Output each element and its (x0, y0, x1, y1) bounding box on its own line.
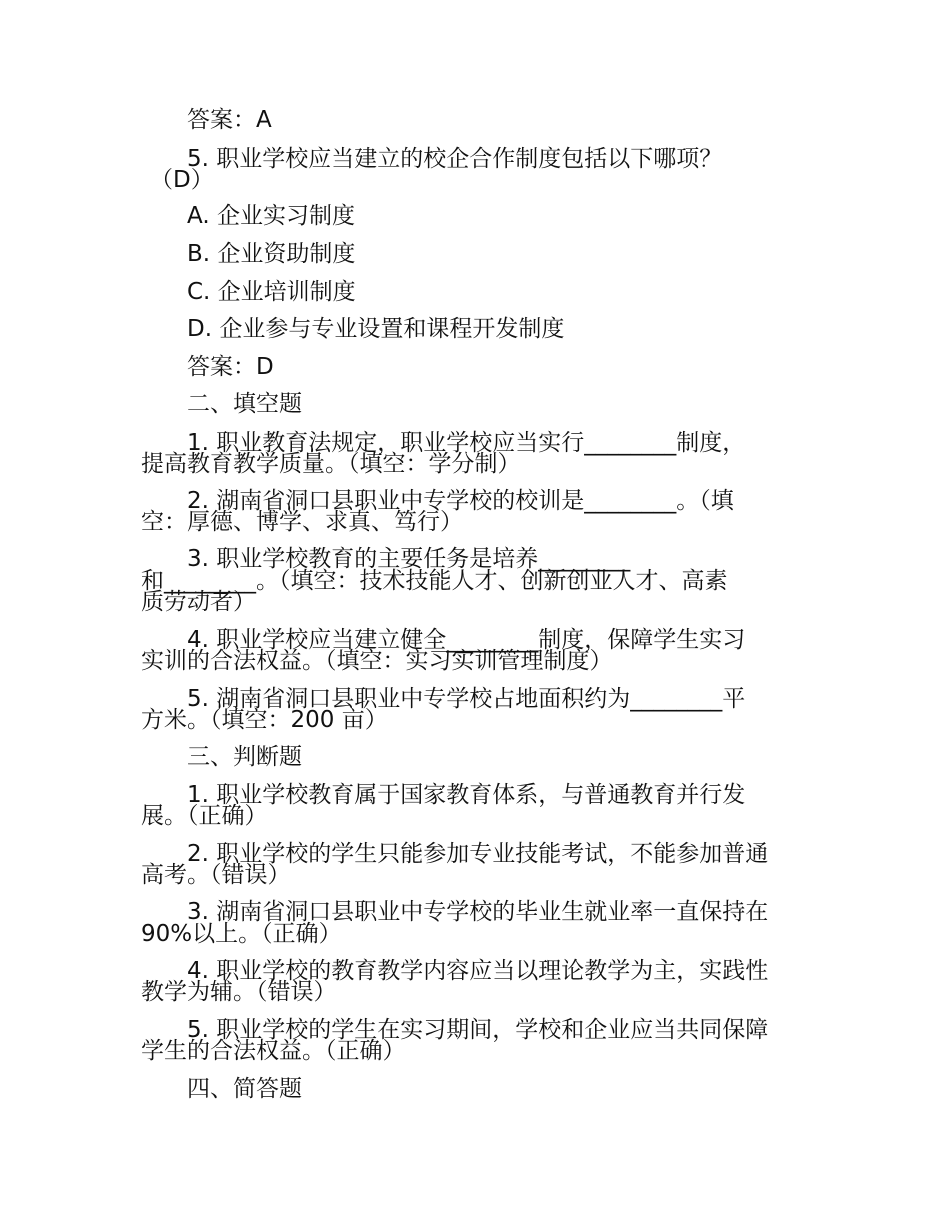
fill-3-line-1: 3. 职业学校教育的主要任务是培养________ (187, 546, 631, 572)
judge-5-line-1: 5. 职业学校的学生在实习期间，学校和企业应当共同保障 (187, 1017, 769, 1043)
judge-2-line-2: 高考。（错误） (141, 862, 291, 888)
option-c: C. 企业培训制度 (187, 279, 356, 305)
option-a: A. 企业实习制度 (187, 203, 355, 229)
section-heading-short-answer: 四、简答题 (187, 1076, 302, 1102)
judge-1-line-1: 1. 职业学校教育属于国家教育体系，与普通教育并行发 (187, 782, 746, 808)
fill-1-line-1: 1. 职业教育法规定，职业学校应当实行________制度， (187, 430, 746, 456)
fill-2-line-2: 空：厚德、博学、求真、笃行） (141, 509, 463, 535)
judge-4-line-2: 教学为辅。（错误） (141, 979, 337, 1005)
judge-4-line-1: 4. 职业学校的教育教学内容应当以理论教学为主，实践性 (187, 958, 769, 984)
fill-1-line-2: 提高教育教学质量。（填空：学分制） (141, 451, 521, 477)
section-heading-true-false: 三、判断题 (187, 744, 302, 770)
judge-2-line-1: 2. 职业学校的学生只能参加专业技能考试，不能参加普通 (187, 841, 769, 867)
question-5-answer-marker: （D） (150, 167, 214, 193)
judge-3-line-2: 90%以上。（正确） (141, 921, 342, 947)
answer-line-q5: 答案：D (187, 354, 274, 380)
judge-1-line-2: 展。（正确） (141, 803, 268, 829)
fill-4-line-2: 实训的合法权益。（填空：实习实训管理制度） (141, 648, 613, 674)
judge-3-line-1: 3. 湖南省洞口县职业中专学校的毕业生就业率一直保持在 (187, 899, 769, 925)
fill-2-line-1: 2. 湖南省洞口县职业中专学校的校训是________。（填 (187, 488, 734, 514)
option-d: D. 企业参与专业设置和课程开发制度 (187, 316, 565, 342)
answer-line-q4: 答案：A (187, 107, 272, 133)
fill-4-line-1: 4. 职业学校应当建立健全________制度，保障学生实习 (187, 627, 746, 653)
fill-3-line-3: 质劳动者） (141, 589, 256, 615)
question-5-text: 5. 职业学校应当建立的校企合作制度包括以下哪项？ (187, 146, 723, 172)
judge-5-line-2: 学生的合法权益。（正确） (141, 1038, 406, 1064)
fill-5-line-2: 方米。（填空：200 亩） (141, 707, 388, 733)
fill-5-line-1: 5. 湖南省洞口县职业中专学校占地面积约为________平 (187, 686, 746, 712)
option-b: B. 企业资助制度 (187, 241, 356, 267)
fill-3-line-2: 和________。（填空：技术技能人才、创新创业人才、高素 (141, 568, 728, 594)
section-heading-fill-in: 二、填空题 (187, 391, 302, 417)
